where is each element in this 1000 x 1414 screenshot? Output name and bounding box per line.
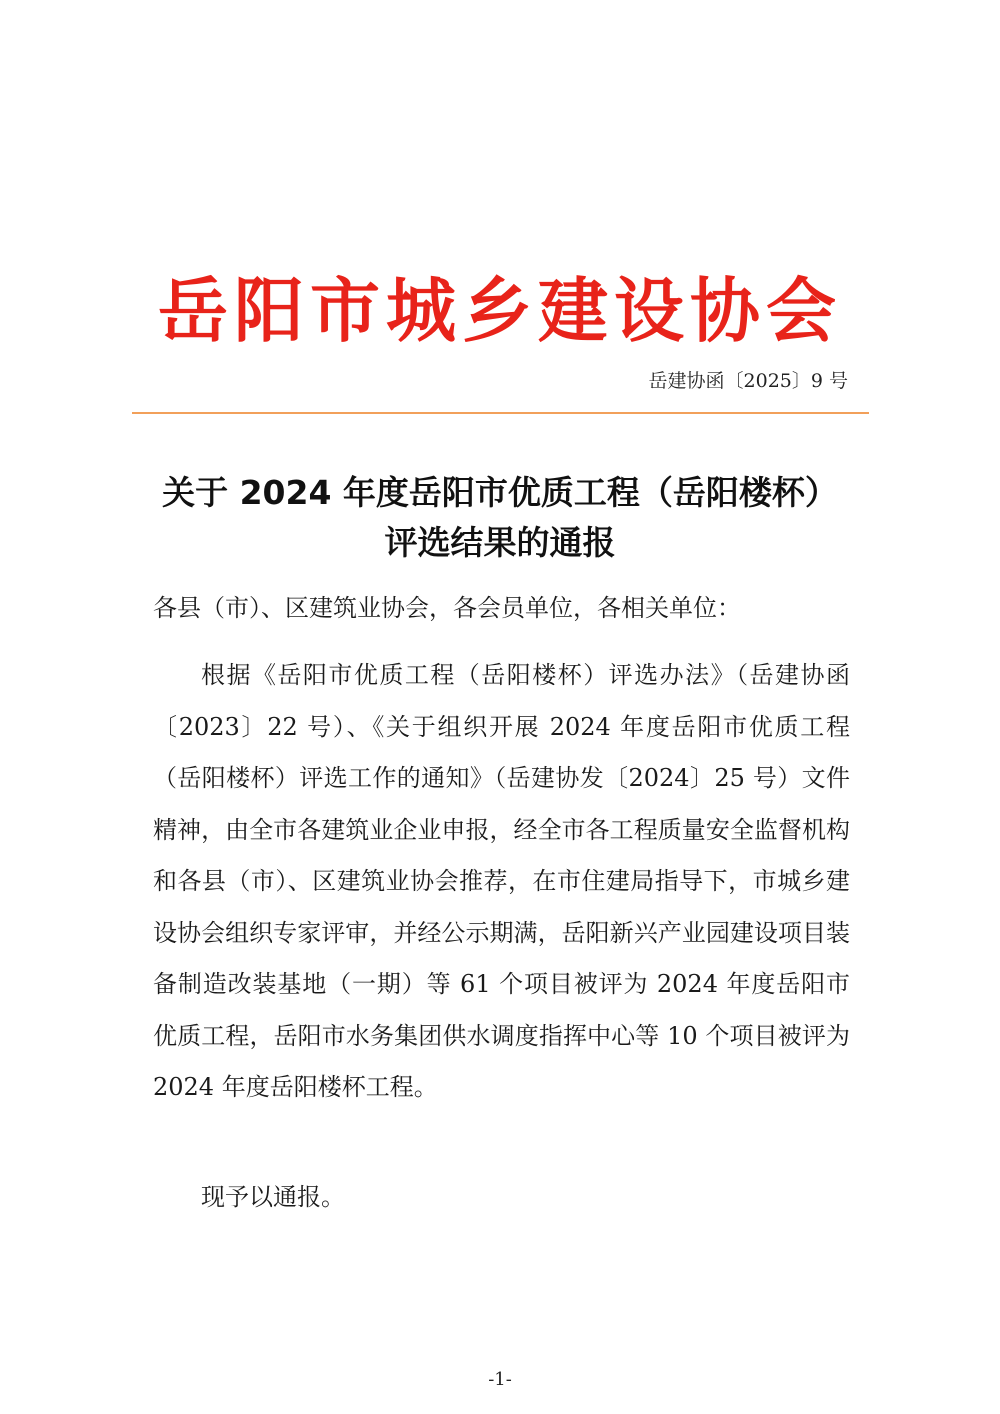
title-line-2: 评选结果的通报: [384, 523, 616, 562]
document-title: [120, 468, 880, 568]
title-line-1: 关于 2024 年度岳阳市优质工程（岳阳楼杯）: [162, 473, 838, 512]
page-number: -1-: [488, 1369, 512, 1390]
document-reference-number: 岳建协函〔2025〕9 号: [648, 370, 848, 392]
salutation: 各县（市）、区建筑业协会，各会员单位，各相关单位：: [153, 594, 741, 622]
closing-statement: 现予以通报。: [201, 1183, 345, 1211]
organization-name-header: 岳阳市城乡建设协会: [158, 270, 842, 352]
body-paragraph: 根据《岳阳市优质工程（岳阳楼杯）评选办法》（岳建协函〔2023〕22 号）、《关于组织开展 2024 年度岳阳市优质工程（岳阳楼杯）评选工作的通知》（岳建协发〔2024〕25 号）文件精神，由全市各建筑业企业申报，经全市各工程质量安全监督机构和各县（市）、区建筑业协会推荐，在市住建局指导下，市城乡建设协会组织专家评审，并经公示期满，岳阳新兴产业园建设项目装备制造改装基地（一期）等 61 个项目被评为 2024 年度岳阳市优质工程，岳阳市水务集团供水调度指挥中心等 10 个项目被评为 2024 年度岳阳楼杯工程。: [153, 661, 850, 1101]
header-divider-line: [132, 412, 869, 414]
